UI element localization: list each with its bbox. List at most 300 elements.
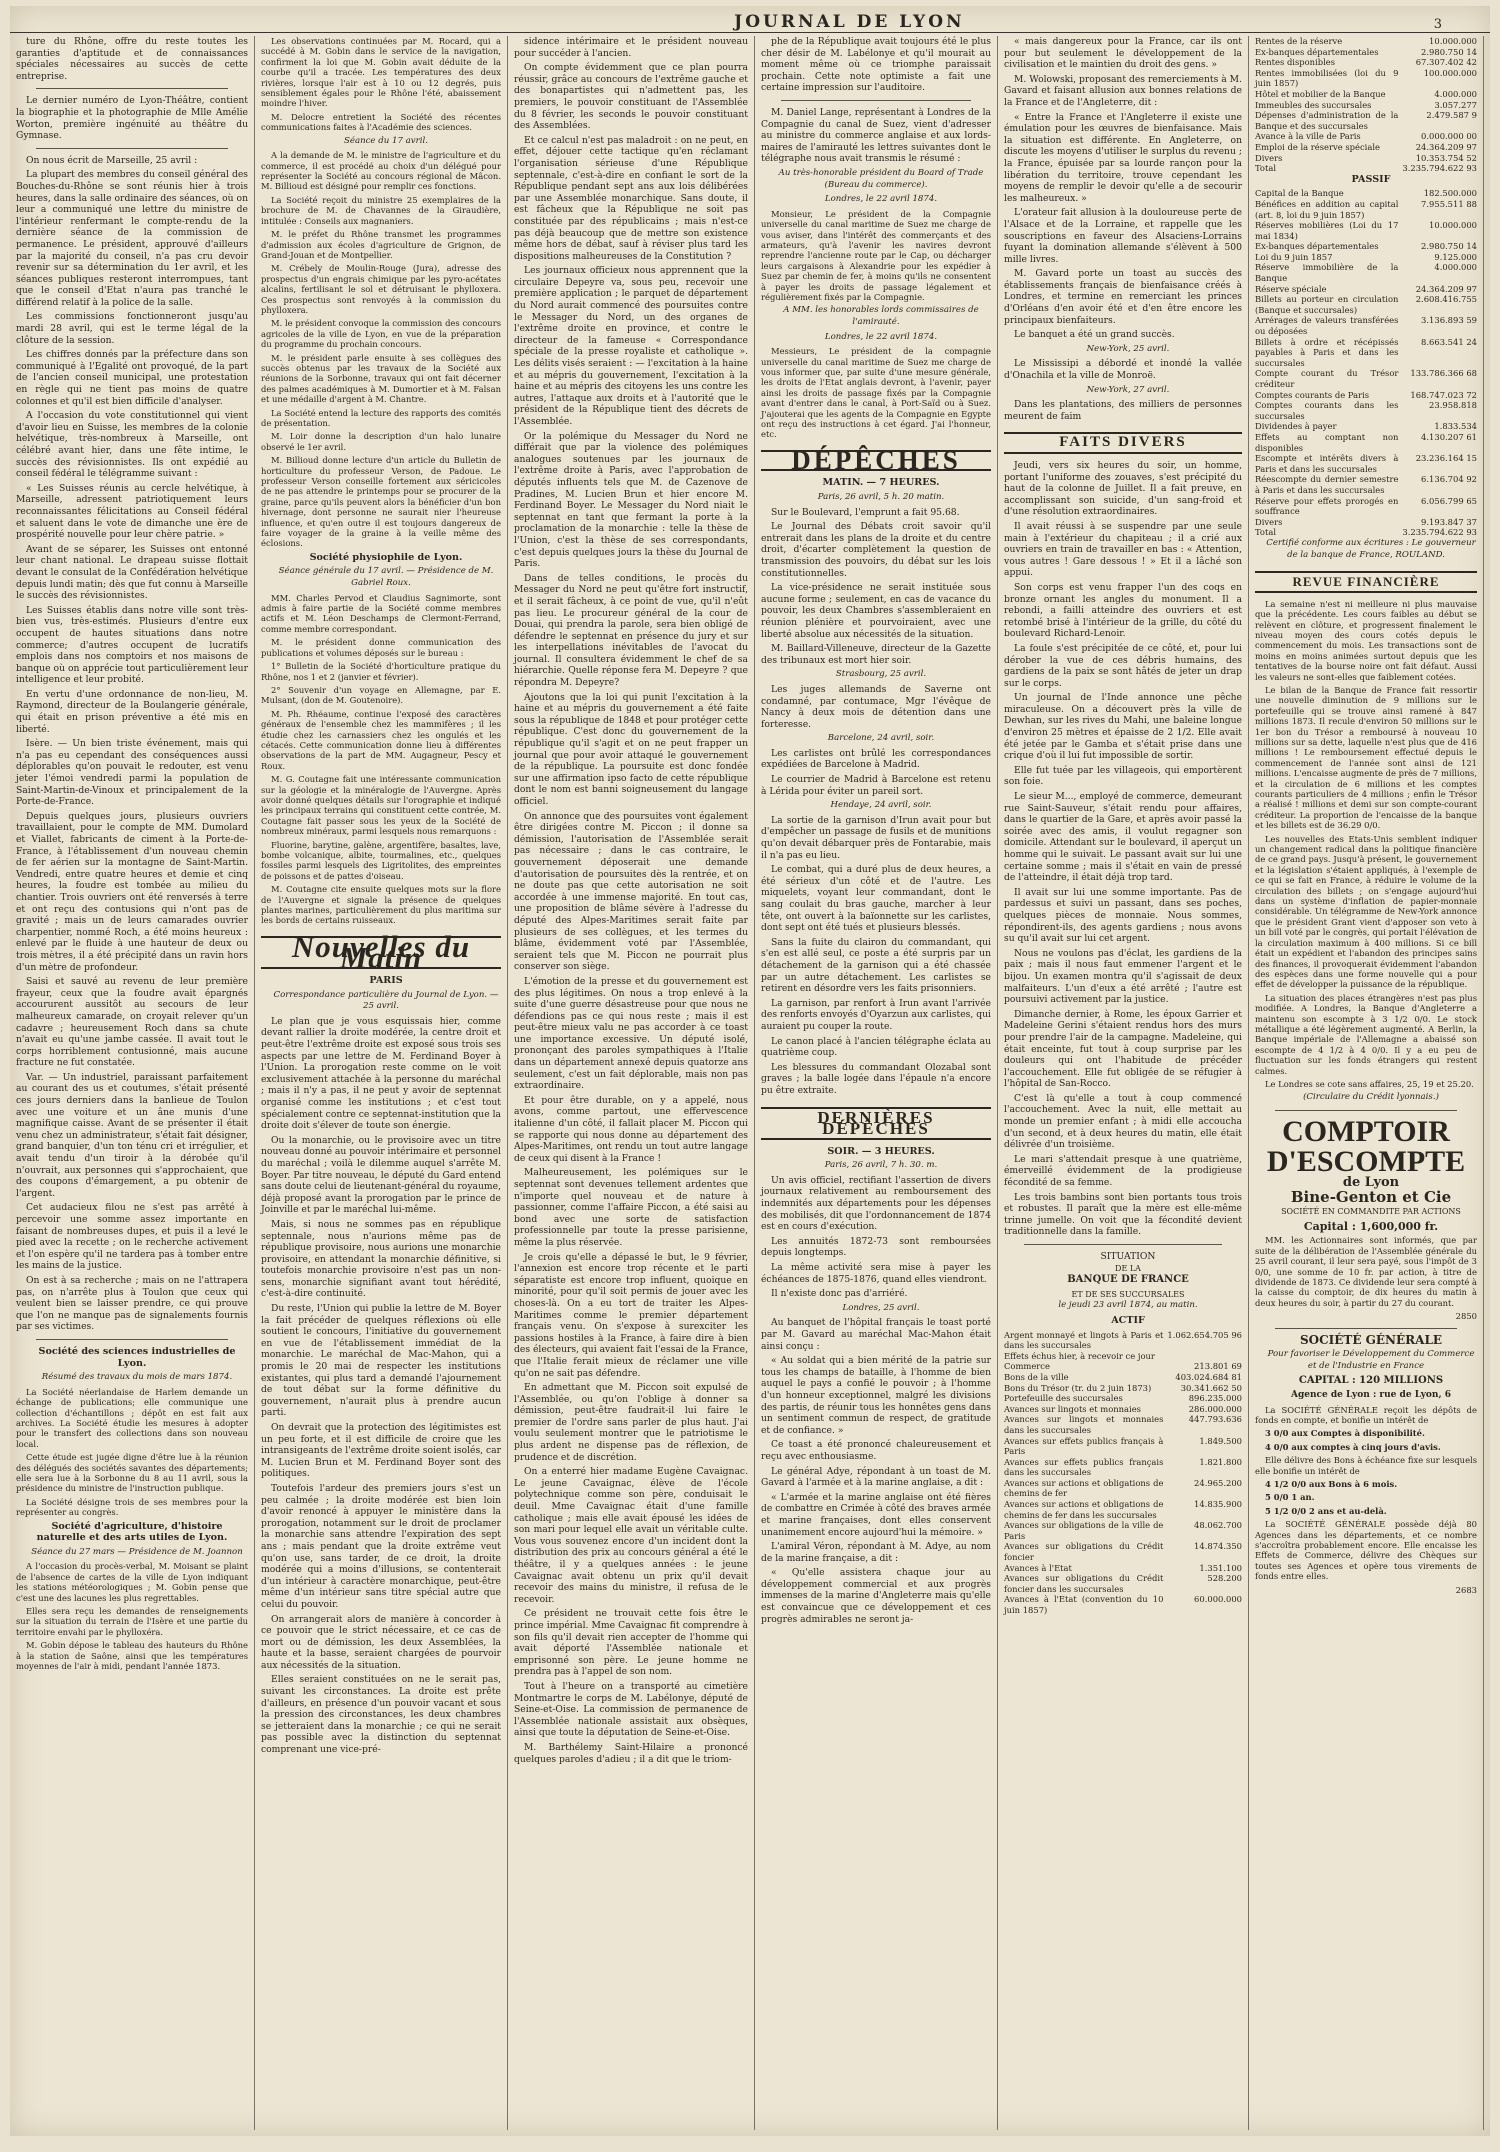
paragraph: Cette étude est jugée digne d'être lue à la réunion des délégués des sociétés savantes des départements; elle sera lue à la Sorbonne du 8 au 11 avril, sous la présidence du ministre de l'instruction publique. — [16, 1452, 248, 1494]
table-row — [1255, 262, 1477, 283]
table-row — [1255, 337, 1477, 369]
paragraph: A l'occasion du procès-verbal, M. Moisant se plaint de l'absence de cartes de la ville de Lyon indiquant les stations météorologiques ; M. Gobin pense que c'est une des lacunes les plus regrettables. — [16, 1561, 248, 1603]
table-row — [1004, 1414, 1242, 1435]
paragraph: En vertu d'une ordonnance de non-lieu, M. Raymond, directeur de la Boulangerie générale, qui était en prison préventive a été mis en liberté. — [16, 688, 248, 735]
paragraph: Ce toast a été prononcé chaleureusement et reçu avec enthousiasme. — [761, 1439, 991, 1462]
row-value: 3.136.893 59 — [1421, 315, 1477, 326]
paragraph: « mais dangereux pour la France, car ils ont pour but seulement le développement de la civilisation et le maintien du droit des gens. » — [1004, 36, 1242, 71]
paragraph: Saisi et sauvé au revenu de leur première frayeur, ceux que la foudre avait épargnés accoururent aussitôt au secours de leur malheureux camarade, on croyait relever qu'un cadavre ; heureusement Roch dans sa chute n'avait eu qu'une jambe cassée. Il avait tout le corps horriblement contusionné, mais aucune fracture ne fut constatée. — [16, 976, 248, 1069]
paragraph: On arrangerait alors de manière à concorder à ce pouvoir que le strict nécessaire, et ce cas de mort ou de démission, les deux Assemblées, la haute et la basse, seraient chargées de pourvoir aux nécessités de la situation. — [261, 1613, 501, 1671]
table-row — [1255, 474, 1477, 495]
generale-ad-body: La SOCIÉTÉ GÉNÉRALE possède déjà 80 Agences dans les départements, et ce nombre s'accroîtra probablement encore. Elle encaisse les Effets de Commerce, délivre des Chèques sur toutes ses Agences et opère tous virements de fonds entre elles. — [1255, 1519, 1477, 1582]
row-value — [1163, 1351, 1242, 1362]
paragraph: Le mari s'attendait presque à une quatrième, émerveillé évidemment de la prodigieuse fécondité de sa femme. — [1004, 1153, 1242, 1189]
row-label: Comptes courants dans les succursales — [1255, 400, 1399, 421]
paragraph: Tout à l'heure on a transporté au cimetière Montmartre le corps de M. Labélonye, député de Seine-et-Oise. La commission de permanence de l'Assemblée nationale assistait aux obsèques, ainsi que toute la députation de Seine-et-Oise. — [514, 1680, 748, 1739]
generale-ad-rate: 4 1/2 0/0 aux Bons à 6 mois. — [1265, 1479, 1398, 1489]
paragraph: Cet audacieux filou ne s'est pas arrêté à percevoir une somme assez importante en faisant de nombreuses dupes, et puis il a levé le pied avec la recette ; on le recherche activement et l'on espère qu'il ne tardera pas à tomber entre les mains de la justice. — [16, 1202, 248, 1272]
paragraph: « Au soldat qui a bien mérité de la patrie sur tous les champs de bataille, à l'homme de bien auquel le pays a confié le pouvoir ; à l'homme d'un honneur exceptionnel, malgré les divisions des partis, de réunir tous les honnêtes gens dans un sentiment commun de respect, de gratitude et de confiance. » — [761, 1355, 991, 1436]
paragraph: L'amiral Véron, répondant à M. Adye, au nom de la marine française, a dit : — [761, 1541, 991, 1564]
row-value: 2.980.750 14 — [1421, 46, 1477, 57]
row-value: 60.000.000 — [1194, 1594, 1242, 1605]
row-label: Dividendes à payer — [1255, 421, 1337, 432]
comptoir-ad-subtitle: de Lyon — [1342, 1174, 1400, 1190]
paragraph: 1° Bulletin de la Société d'horticulture pratique du Rhône, nos 1 et 2 (janvier et février). — [261, 661, 501, 682]
row-label: Avances sur lingots et monnaies dans les succursales — [1004, 1414, 1164, 1435]
row-value: 1.833.534 — [1434, 421, 1477, 432]
paragraph: On annonce que des poursuites vont également être dirigées contre M. Piccon ; il donne sa démission, l'autorisation de l'Assemblée serait pas nécessaire ; dans le cas contraire, le gouvernement déposerait une demande d'autorisation de poursuites dès la rentrée, et on ne doute pas que cette autorisation ne soit accordée à une immense majorité. En tout cas, une proposition de blâme sévère à l'adresse du député des Alpes-Maritimes serait faite par plusieurs de ses collègues, et les termes du blâme, évidemment voté par l'Assemblée, seraient tels que M. Piccon ne pourrait plus conserver son siège. — [514, 810, 748, 973]
table-row — [1255, 199, 1477, 220]
revue-financiere-heading: REVUE FINANCIÈRE — [1255, 571, 1477, 593]
paragraph: On est à sa recherche ; mais on ne l'attrapera pas, on n'arrête plus à Toulon que ceux qui veulent bien se laisser prendre, ce qui prouve que l'on ne manque pas de signalements fournis par ses victimes. — [16, 1274, 248, 1333]
paragraph: M. Baillard-Villeneuve, directeur de la Gazette des tribunaux est mort hier soir. — [761, 643, 991, 666]
row-label: Divers — [1255, 152, 1283, 163]
table-row — [1255, 47, 1477, 58]
paragraph: Or la polémique du Messager du Nord ne différait que par la violence des polémiques analogues soutenues par les journaux de l'extrême droite à Paris, avec l'approbation de députés influents tels que M. de Cazenove de Pradines, M. Lucien Brun et hier encore M. Ferdinand Boyer. Le Messager du Nord niait le septennat en tant que fermant la porte à la proclamation de la monarchie : telle la thèse de l'Union, c'est la thèse de ses correspondants, c'est depuis quelques jours la thèse du Journal de Paris. — [514, 430, 748, 570]
row-label: Bons du Trésor (tr. du 2 juin 1873) — [1004, 1382, 1152, 1393]
row-label: Réescompte du dernier semestre à Paris et dans les succursales — [1255, 474, 1399, 495]
paragraph: Le Journal des Débats croit savoir qu'il entrerait dans les plans de la droite et du centre droit, d'écarter complètement la question de transmission des pouvoirs, du débat sur les lois constitutionnelles. — [761, 521, 991, 579]
row-label: Compte courant du Trésor créditeur — [1255, 368, 1399, 389]
row-label: Réserves mobilières (Loi du 17 mai 1834) — [1255, 220, 1399, 241]
table-row — [1255, 517, 1477, 528]
section-subheading: Résumé des travaux du mois de mars 1874. — [41, 1372, 233, 1383]
table-row — [1255, 390, 1477, 401]
table-row — [1004, 1393, 1242, 1404]
paragraph: M. Delocre entretient la Société des récentes communications faites à l'Académie des sciences. — [261, 111, 501, 133]
generale-ad-ref: 2683 — [1455, 1584, 1477, 1595]
row-value: 14.874.350 — [1194, 1541, 1242, 1552]
paragraph: Son corps est venu frapper l'un des coqs en bronze ornant les angles du monument. Il a rebondi, a failli atteindre des ouvriers et est retombé brisé à l'intérieur de la grille, du côté du boulevard Richard-Lenoir. — [1004, 581, 1242, 640]
row-value: 896.235.000 — [1188, 1393, 1242, 1404]
row-label: Ex-banques départementales — [1255, 46, 1379, 57]
row-label: Immeubles des succursales — [1255, 99, 1372, 110]
paragraph: phe de la République avait toujours été le plus cher désir de M. Labélonye et qu'il mourait au moment même où ce triomphe paraissait prochain. Cette note optimiste a fait une certaine impression sur l'auditoire. — [761, 36, 991, 94]
row-label: Total — [1255, 163, 1277, 174]
paragraph: Nous ne voulons pas d'éclat, les gardiens de la paix ; mais il nous faut emmener l'argent et le bijou. Un examen montra qu'il s'agissait de deux malfaiteurs. L'un d'eux a été arrêté ; l'autre est poursuivi activement par la justice. — [1004, 947, 1242, 1006]
divider — [1024, 1244, 1222, 1245]
dateline: Londres, 25 avril. — [842, 1302, 920, 1313]
divider — [36, 148, 228, 149]
paragraph: Les observations continuées par M. Rocard, qui a succédé à M. Gobin dans le service de la navigation, confirment la loi que M. Gobin avait déduite de la courbe qu'il a tracée. Les températures des deux rivières, lorsque l'air est à 10 ou 12 degrés, puis sensiblement égales pour le Rhône l'été, abaissement moindre l'hiver. — [261, 36, 501, 109]
row-label: Emploi de la réserve spéciale — [1255, 141, 1380, 152]
paragraph: L'émotion de la presse et du gouvernement est des plus légitimes. On nous a trop enlevé à la suite d'une guerre désastreuse pour que nous ne défendions pas ce qui nous reste ; mais il est peut-être mieux valu ne pas accorder à ce toast une importance excessive. Un député isolé, prononçant des paroles sympathiques à l'Italie dans un département annexé depuis quatorze ans seulement, c'est un fait déplorable, mais non pas extraordinaire. — [514, 975, 748, 1092]
row-value: 6.136.704 92 — [1421, 474, 1477, 485]
table-row — [1255, 453, 1477, 474]
comptoir-ad-firm: Bine-Genton et Cie — [1290, 1187, 1452, 1206]
paragraph: Fluorine, barytine, galène, argentifère, basaltes, lave, bombe volcanique, albite, tourmalines, etc., quelques fossiles parmi lesquels des Ligritolites, des empreintes de poissons et de pattes d'oiseau. — [261, 839, 501, 881]
paragraph: M. G. Coutagne fait une intéressante communication sur la géologie et la minéralogie de l'Auvergne. Après avoir donné quelques détails sur l'orographie et indiqué les principaux terrains qui constituent cette contrée, M. Coutagne fait passer sous les yeux de la Société de nombreux minéraux, parmi lesquels nous remarquons : — [261, 774, 501, 837]
paragraph: Le général Adye, répondant à un toast de M. Gavard à l'armée et à la marine anglaise, a dit : — [761, 1465, 991, 1489]
paragraph: Avant de se séparer, les Suisses ont entonné leur chant national. Le drapeau suisse flottait devant le consulat de la Confédération helvétique depuis lundi matin; dès que fut connu à Marseille le succès des révisionnistes. — [16, 543, 248, 602]
paragraph: En admettant que M. Piccon soit expulsé de l'Assemblée, ou qu'on l'oblige à donner sa démission, peut-être faudrait-il lui faire le premier de l'ordre sans parler de plus haut. J'ai voulu seulement montrer que le patriotisme le plus ardent ne dispense pas de réflexion, de prudence et de discrétion. — [514, 1382, 748, 1463]
divider — [36, 88, 228, 89]
bank-passif-label: PASSIF — [1351, 173, 1391, 185]
row-label: Avances à l'Etat (convention du 10 juin 1857) — [1004, 1594, 1164, 1615]
table-row — [1004, 1372, 1242, 1383]
paragraph: Le banquet a été un grand succès. — [1014, 329, 1175, 341]
masthead — [10, 10, 1490, 33]
paragraph: ture du Rhône, offre du reste toutes les garanties d'aptitude et de connaissances spéciales nécessaires au succès de cette entreprise. — [16, 36, 248, 82]
row-label: Rentes disponibles — [1255, 57, 1336, 68]
row-value: 2.479.587 9 — [1426, 110, 1477, 121]
generale-ad-intro: La SOCIÉTÉ GÉNÉRALE reçoit les dépôts de fonds en compte, et bonifie un intérêt de — [1255, 1404, 1477, 1425]
row-value: 1.351.100 — [1199, 1562, 1242, 1573]
row-label: Bons de la ville — [1004, 1371, 1069, 1382]
row-value: 133.786.366 68 — [1410, 368, 1477, 379]
paragraph: Dans les plantations, des milliers de personnes meurent de faim — [1004, 399, 1242, 422]
row-value: 4.000.000 — [1434, 88, 1477, 99]
paragraph: Le dernier numéro de Lyon-Théâtre, contient la biographie et la photographie de Mlle Amélie Worton, première ingénuité au théâtre du Gymnase. — [16, 95, 248, 142]
section-subheading: Correspondance particulière du Journal de Lyon. — 25 avril. — [273, 989, 499, 1012]
dateline: New-York, 25 avril. — [1086, 343, 1170, 354]
paragraph: Les juges allemands de Saverne ont condamné, par contumace, Mgr l'évêque de Nancy à deux mois de détention dans une forteresse. — [761, 683, 991, 730]
paragraph: Le bilan de la Banque de France fait ressortir une nouvelle diminution de 9 millions sur le portefeuille qui se trouve ainsi ramené à 847 millions 1873. Il recule d'environ 50 millions sur le 1er bon du Trésor a remboursé à nouveau 10 millions sur sa dette, laquelle n'est plus que de 416 millions ! Le remboursement effectué depuis le commencement de l'année sont ainsi de 121 millions. L'encaisse augmente de près de 7 millions, et la circulation de 6 millions et les comptes courants particuliers de 4 millions ; enfin le Trésor a réalisé ! millions et demi sur son compte-courant créditeur. La proportion de l'encaisse de la banque et les billets est de 36.29 0/0. — [1255, 684, 1477, 831]
table-row — [1004, 1436, 1242, 1457]
generale-ad-title: SOCIÉTÉ GÉNÉRALE — [1299, 1332, 1443, 1347]
paragraph: « Entre la France et l'Angleterre il existe une émulation pour les œuvres de bienfaisance. Mais la situation est différente. En Angleterre, on discute les moyens d'utiliser le surplus du revenu ; la France, épuisée par sa lourde rançon pour la libération du territoire, trouve cependant les moyens de remplir le devoir qu'elle a de secourir les malheureux. » — [1004, 111, 1242, 204]
row-value: 1.062.654.705 96 — [1167, 1329, 1242, 1340]
row-value: 100.000.000 — [1423, 67, 1477, 78]
paragraph: MM. Charles Pervod et Claudius Sagnimorte, sont admis à faire partie de la Société comme membres actifs et M. Léon Deschamps de Clermont-Ferrand, comme membre correspondant. — [261, 592, 501, 634]
dateline: Hendaye, 24 avril, soir. — [830, 800, 932, 811]
row-label: Effets échus hier, à recevoir ce jour — [1004, 1350, 1155, 1361]
row-label: Total — [1255, 527, 1277, 538]
paragraph: On devrait que la protection des légitimistes est un peu forte, et il est difficile de croire que les intransigeants de l'extrême droite soient isolés, car M. Lucien Brun et M. Ferdinand Boyer sont des politiques. — [261, 1422, 502, 1480]
divider — [1275, 1328, 1457, 1329]
table-row — [1255, 89, 1477, 100]
table-row — [1004, 1573, 1242, 1594]
paragraph: La Société désigne trois de ses membres pour la représenter au congrès. — [16, 1496, 248, 1518]
dernieres-depeches-heading: DERNIÈRES DÉPÊCHES — [761, 1107, 991, 1140]
paragraph: La situation des places étrangères n'est pas plus modifiée. A Londres, la Banque d'Angleterre a maintenu son escompte à 3 1/2 0/0. Le stock métallique a été légèrement augmenté. A Berlin, la Banque impériale de l'Allemagne a abaissé son escompte de 4 1/2 à 4 0/0. Il y a eu peu de fluctuation sur les fonds étrangers qui restent calmes. — [1255, 992, 1477, 1076]
row-label: Réserve pour effets prorogés en souffrance — [1255, 495, 1399, 517]
paragraph: Les annuités 1872-73 sont remboursées depuis longtemps. — [761, 1235, 991, 1259]
row-label: Avances à l'Etat — [1004, 1562, 1072, 1573]
generale-ad-rate: 5 1/2 0/0 2 ans et au-delà. — [1265, 1505, 1387, 1516]
paragraph: Isère. — Un bien triste événement, mais qui n'a pas eu cependant des conséquences aussi déplorables qu'on pouvait le redouter, est venu jeter l'émoi vendredi parmi la population de Saint-Martin-de-Vinoux et principalement de la Porte-de-France. — [16, 738, 248, 808]
table-row — [1004, 1457, 1242, 1478]
row-label: Ex-banques départementales — [1255, 241, 1379, 252]
table-row — [1255, 163, 1477, 174]
row-label: Réserve spéciale — [1255, 283, 1327, 294]
row-label: Billets à ordre et récépissés payables à Paris et dans les succursales — [1255, 336, 1399, 368]
row-label: Avances sur actions et obligations de chemins de fer dans les succursales — [1004, 1499, 1164, 1520]
table-row — [1255, 527, 1477, 538]
section-heading: Société des sciences industrielles de Lyon. — [38, 1345, 236, 1369]
bank-certification: Certifié conforme aux écritures : Le gouverneur de la banque de France, ROULAND. — [1266, 537, 1476, 560]
bank-title-de-la: DE LA — [1115, 1263, 1141, 1273]
paragraph: Elles sera reçu les demandes de renseignements sur la situation du terrain de l'Isère et une partie du territoire envahi par le phylloxéra. — [16, 1606, 248, 1637]
paragraph: « L'armée et la marine anglaise ont été fières de combattre en Crimée à côté des braves armée et marine françaises, dont elles conservent unanimement encore aujourd'hui la mémoire. » — [761, 1491, 991, 1538]
row-label: Portefeuille des succursales — [1004, 1393, 1123, 1404]
paragraph: sidence intérimaire et le président nouveau pour succéder à l'ancien. — [514, 36, 748, 59]
row-label: Réserve immobilière de la Banque — [1255, 262, 1399, 284]
comptoir-ad-society: SOCIÉTÉ EN COMMANDITE PAR ACTIONS — [1281, 1207, 1461, 1217]
row-label: Argent monnayé et lingots à Paris et dans les succursales — [1004, 1329, 1164, 1351]
paragraph: Ce président ne trouvait cette fois être le prince impérial. Mme Cavaignac fit comprendre à son fils qu'il devait rien accepter de l'homme qui avait déporté l'Assemblée nationale et emprisonné son père. Le jeune homme ne prendra pas à l'appel de son nom. — [514, 1608, 748, 1678]
row-value: 3.057.277 — [1434, 99, 1477, 110]
paragraph: Le combat, qui a duré plus de deux heures, a été sérieux d'un côté et de l'autre. Les miquelets, voyant leur commandant, dont le sang coulait du bras gauche, marcher à leur tête, ont ouvert à la baïonnette sur les carlistes, dont sept ont été tués et plusieurs blessés. — [761, 864, 991, 934]
paragraph: Elle fut tuée par les villageois, qui emportèrent son foie. — [1004, 764, 1242, 788]
paragraph: M. Crébely de Moulin-Rouge (Jura), adresse des prospectus d'un engrais chimique par les pyro-acétates alcalins, fertilisant le sol et détruisant le phylloxera. Ces prospectus sont renvoyés à la commission du phylloxera. — [261, 263, 501, 315]
paragraph: Et pour être durable, on y a appelé, nous avons, comme partout, une effervescence italienne d'un côté, il fallait placer M. Piccon qui se rapporte qui nous donne au département des Alpes-Maritimes, ont rendu un tout autre langage de ceux qui disent à la France ! — [514, 1094, 748, 1164]
paragraph: Dimanche dernier, à Rome, les époux Garrier et Madeleine Gerini s'étaient rendus hors des murs pour prendre l'air de la campagne. Madeleine, qui était enceinte, fut tout à coup surprise par les douleurs qui ont l'habitude de précéder l'accouchement. Elle fut obligée de se réfugier à l'hôpital de San-Rocco. — [1004, 1008, 1242, 1090]
column-7-margin — [1484, 36, 1500, 2130]
table-row — [1255, 188, 1477, 199]
generale-ad-rate: 5 0/0 1 an. — [1265, 1492, 1315, 1503]
table-row — [1255, 241, 1477, 252]
row-label: Arrérages de valeurs transférées ou déposées — [1255, 315, 1399, 337]
table-row — [1255, 421, 1477, 432]
row-value: 8.663.541 24 — [1421, 336, 1477, 347]
paragraph: L'orateur fait allusion à la douloureuse perte de l'Alsace et de la Lorraine, et rappelle que les souscriptions en faveur des Alsaciens-Lorrains fuyant la domination allemande s'élèvent à 500 mille livres. — [1004, 207, 1242, 265]
bank-title: BANQUE DE FRANCE — [1067, 1274, 1189, 1286]
paragraph: Jeudi, vers six heures du soir, un homme, portant l'uniforme des zouaves, s'est précipité du haut de la colonne de Juillet. Il a fait preuve, en accomplissant son suicide, d'un sang-froid et d'une résolution extraordinaires. — [1004, 460, 1242, 518]
dateline: Paris, 26 avril, 7 h. 30. m. — [824, 1160, 938, 1171]
paragraph: Le Londres se cote sans affaires, 25, 19 et 25.20. — [1265, 1078, 1474, 1089]
row-value: 528.200 — [1207, 1573, 1242, 1584]
comptoir-ad-ref: 2850 — [1455, 1311, 1477, 1322]
paragraph: Les chiffres donnés par la préfecture dans son communiqué à l'Egalité ont provoqué, de la part de l'ancien conseil municipal, une protestation en règle qui ne tient pas moins de quatre colonnes et qu'il est bien difficile d'analyser. — [16, 349, 248, 407]
table-row — [1255, 220, 1477, 241]
paragraph: M. Gobin dépose le tableau des hauteurs du Rhône à la station de Saône, ainsi que les températures moyennes de l'air à midi, pendant l'année 1873. — [16, 1640, 248, 1672]
paragraph: M. Gavard porte un toast au succès des établissements français de bienfaisance créés à Londres, et termine en remerciant les princes d'Orléans d'en avoir été et d'en être encore les principaux bienfaiteurs. — [1004, 268, 1242, 326]
row-value: 1.821.800 — [1199, 1456, 1242, 1467]
table-row — [1255, 284, 1477, 295]
row-label: Rentes de la réserve — [1255, 36, 1343, 46]
bank-actif-continued-table — [1255, 36, 1477, 174]
newspaper-title: JOURNAL DE LYON — [734, 12, 965, 32]
paragraph: On compte évidemment que ce plan pourra réussir, grâce au concours de l'extrême gauche et des bonapartistes qui n'admettent pas, les premiers, le pouvoir constituant de l'Assemblée du 8 février, les seconds le pouvoir constituant des Assemblées. — [514, 62, 748, 132]
paragraph: Mais, si nous ne sommes pas en république septennale, nous n'aurions même pas de république provisoire, nous aurions une monarchie provisoire, en attendant la monarchie définitive, si toutefois monarchie provisoire n'est pas un non-sens, monarchie signifiant avant tout hérédité, c'est-à-dire continuité. — [261, 1218, 501, 1300]
table-row — [1255, 496, 1477, 517]
table-row — [1255, 294, 1477, 315]
table-row — [1004, 1404, 1242, 1415]
table-row — [1255, 368, 1477, 389]
newspaper-page — [10, 6, 1490, 2136]
row-label: Avances sur effets publics français dans les succursales — [1004, 1456, 1164, 1478]
letter-place: Londres, le 22 avril 1874. — [824, 194, 938, 205]
row-value: 23.958.818 — [1429, 400, 1477, 411]
bank-subtitle: ET DE SES SUCCURSALES — [1071, 1289, 1185, 1299]
bank-passif-table — [1255, 188, 1477, 538]
paragraph: Toutefois l'ardeur des premiers jours s'est un peu calmée ; la droite modérée est bien loin d'avoir renoncé à appuyer le ministère dans la prorogation, notamment sur le droit de proclamer la monarchie sans attendre l'expiration des sept ans ; mais pendant que la droite extrême veut qu'on use, sans tarder, de ce droit, la droite modérée qui a moins d'illusions, se contenterait d'un intérieur à caractère monarchique, peut-être même d'un intérieur sans titre spécial autre que celui du pouvoir. — [261, 1482, 501, 1610]
paragraph: « Les Suisses réunis au cercle helvétique, à Marseille, adressent patriotiquement leurs reconnaissantes félicitations au Conseil fédéral et saluent dans le vote de dimanche une ère de prospérité nouvelle pour leur chère patrie. » — [16, 482, 248, 541]
row-label: Bénéfices en addition au capital (art. 8, loi du 9 juin 1857) — [1255, 198, 1399, 220]
paragraph: Malheureusement, les polémiques sur le septennat sont devenues tellement ardentes que n'importe quel nouveau et de nature à passionner, comme l'affaire Piccon, a été saisi au bond avec une sorte de satisfaction professionnelle par toute la presse parisienne, même la plus réservée. — [514, 1167, 748, 1248]
section-heading: Société d'agriculture, d'histoire naturelle et des arts utiles de Lyon. — [36, 1520, 228, 1544]
paragraph: La garnison, par renfort à Irun avant l'arrivée des renforts envoyés d'Oyarzun aux carlistes, qui auraient pu couper la route. — [761, 997, 991, 1032]
depeches-heading: DÉPÊCHES — [761, 450, 991, 472]
column-2 — [255, 36, 508, 2130]
paragraph: La Société entend la lecture des rapports des comités de présentation. — [261, 407, 501, 428]
row-value: 24.965.200 — [1194, 1477, 1242, 1488]
paragraph: Les journaux officieux nous apprennent que la circulaire Depeyre va, sous peu, recevoir une première application ; le parquet de département du Nord aurait commencé des poursuites contre le Messager du Nord, un des organes de l'extrême droite en province, et contre le directeur de la fameuse « Correspondance spéciale de la presse royaliste et catholique ». Les délits visés seraient : — l'excitation à la haine et au mépris du gouvernement, l'excitation à la haine et au mépris des citoyens les uns contre les autres, l'attaque aux droits et à l'autorité que le président de la République tient des décrets de l'Assemblée. — [514, 265, 748, 427]
row-value: 1.849.500 — [1199, 1435, 1242, 1446]
table-row — [1004, 1520, 1242, 1541]
paragraph: M. Ph. Rhéaume, continue l'exposé des caractères généraux de l'ensemble chez les mammifères ; il les étudie chez les carnassiers chez les ongulés et les cétacés. Cette communication donne lieu à différentes observations de la part de MM. Augagneur, Pescy et Roux. — [261, 708, 501, 771]
row-value: 168.747.023 72 — [1410, 389, 1477, 400]
row-value: 4.000.000 — [1434, 262, 1477, 273]
paragraph: Les nouvelles des Etats-Unis semblent indiquer un changement radical dans la politique financière de ce grand pays. Jusqu'à présent, le gouvernement et la législation s'étaient appliqués, à l'exemple de ce qui se fait en France, à réduire le volume de la circulation des billets ; on s'engage aujourd'hui dans un système d'inflation de papier-monnaie considérable. Un télégramme de New-York annonce que le président Grant vient d'apposer son veto à un bill voté par le congrès, qui portait l'élévation de la circulation maximum à 400 millions. Si ce bill était un expédient et l'abandon des principes sains des finances, il provoquerait évidemment l'abandon des espèces dans une forme nouvelle qui a pour effet de développer la puissance de la république. — [1255, 833, 1477, 990]
paragraph: M. le président parle ensuite à ses collègues des succès obtenus par les travaux de la Société aux réunions de la Sorbonne, travaux qui ont fait décerner des palmes académiques à M. Dumortier et à M. Falsan et une médaille d'argent à M. Chantre. — [261, 352, 501, 405]
paragraph: M. le président convoque la commission des concours agricoles de la ville de Lyon, en vue de la préparation du programme du prochain concours. — [261, 318, 501, 350]
page-number: 3 — [1433, 17, 1442, 32]
generale-ad-rate: 3 0/0 aux Comptes à disponibilité. — [1265, 1428, 1425, 1439]
dateline: Barcelone, 24 avril, soir. — [827, 733, 935, 744]
paragraph: A la demande de M. le ministre de l'agriculture et du commerce, il est procédé au choix d'un délégué pour représenter la Société au concours régional de Mâcon. M. Billioud est désigné pour remplir ces fonctions. — [261, 150, 501, 192]
row-label: Avance à la ville de Paris — [1255, 131, 1361, 142]
row-label: Loi du 9 juin 1857 — [1255, 251, 1333, 262]
row-value: 213.801 69 — [1194, 1361, 1242, 1372]
row-value: 24.364.209 97 — [1415, 141, 1477, 152]
table-row — [1255, 68, 1477, 89]
row-value: 30.341.662 50 — [1180, 1382, 1242, 1393]
paragraph: Et ce calcul n'est pas maladroit : on ne peut, en effet, déjouer cette tactique qu'en réclamant l'organisation sérieuse d'une République septennale, c'est-à-dire en confiant le sort de la République pendant sept ans aux lois délibérées par une Assemblée monarchique. Sans doute, il est fâcheux que la République ne soit pas constituée par des républicains ; mais n'est-ce pas déjà beaucoup que de mettre son existence même hors de débat, sauf à réviser plus tard les dispositions malheureuses de la Constitution ? — [514, 134, 748, 262]
comptoir-ad-title: COMPTOIR D'ESCOMPTE — [1266, 1114, 1466, 1178]
table-row — [1004, 1361, 1242, 1372]
row-label: Avances sur effets publics français à Paris — [1004, 1435, 1164, 1457]
bank-actif-table — [1004, 1330, 1242, 1616]
letter-address: A MM. les honorables lords commissaires de l'amirauté. — [783, 305, 979, 327]
generale-ad-subtitle: Pour favoriser le Développement du Commerce et de l'Industrie en France — [1267, 1349, 1475, 1371]
paragraph: 2° Souvenir d'un voyage en Allemagne, par E. Mulsant, (don de M. Goutenoire). — [261, 684, 501, 706]
row-value: 10.353.754 52 — [1415, 152, 1477, 163]
section-heading: PARIS — [369, 975, 403, 987]
row-label: Avances sur lingots et monnaies — [1004, 1403, 1141, 1414]
section-subheading: Séance du 27 mars — Présidence de M. Joannon — [31, 1546, 243, 1557]
paragraph: Le sieur M..., employé de commerce, demeurant rue Saint-Sauveur, s'était rendu pour affaires, dans le quartier de la Gare, et après avoir passé la soirée avec des amis, il voulut regagner son domicile. Attendant sur le boulevard, il aperçut un homme qui le suivait. Le passant avait sur lui une certaine somme ; mais il s'était en vain de pressé de l'atteindre, il était déjà trop tard. — [1004, 791, 1242, 884]
divider — [36, 1339, 228, 1340]
column-1 — [10, 36, 255, 2130]
row-label: Dépenses d'administration de la Banque et des succursales — [1255, 110, 1399, 131]
bank-actif-label: ACTIF — [1111, 1314, 1145, 1326]
row-label: Hôtel et mobilier de la Banque — [1255, 88, 1386, 99]
table-row — [1255, 36, 1477, 47]
bank-date: le jeudi 23 avril 1874, au matin. — [1058, 1300, 1198, 1311]
paragraph: C'est là qu'elle a tout à coup commencé l'accouchement. Avec la nuit, elle mettait au monde un premier enfant ; à midi elle accoucha d'un second, et à deux heures du matin, elle était délivrée d'un troisième. — [1004, 1092, 1242, 1151]
paragraph: La semaine n'est ni meilleure ni plus mauvaise que la précédente. Les cours faibles au début se relèvent en clôture, et progressent finalement le niveau moyen des cours cotés depuis le commencement du mois. Les transactions sont de moins en moins animées surtout depuis que les tentatives de la bourse noire ont fait défaut. Aussi les valeurs ne sont-elles que faiblement cotées. — [1255, 598, 1477, 682]
column-3 — [508, 36, 755, 2130]
row-label: Comptes courants de Paris — [1255, 389, 1370, 400]
row-label: Capital de la Banque — [1255, 188, 1344, 199]
paragraph: Depuis quelques jours, plusieurs ouvriers travaillaient, pour le compte de MM. Dumolard et Viallet, fabricants de ciment à la Porte-de-France, à l'établissement d'un nouveau chemin de fer aérien sur la montagne de Saint-Martin. Vendredi, entre quatre heures et demie et cinq heures, la foudre est tombée au milieu du chantier. Trois ouvriers ont été renversés à terre et ont reçu des contusions qui n'ont pas de gravité ; mais un de leurs camarades ouvrier charpentier, nommé Roch, a été moins heureux : enlevé par le fluide à une hauteur de deux ou trois mètres, il a été précipité dans un ravin hors d'un mètre de profondeur. — [16, 810, 248, 973]
divider — [1275, 1110, 1457, 1111]
paragraph: « Qu'elle assistera chaque jour au développement commercial et aux progrès immenses de la marine d'Angleterre mais qu'elle est convaincue que ce développement et ces progrès admirables ne seront ja- — [761, 1567, 991, 1625]
paragraph: Dans de telles conditions, le procès du Messager du Nord ne peut qu'être fort instructif, et il serait fâcheux, à ce point de vue, qu'il n'eût pas lieu. Le procureur général de la cour de Douai, qui prendra la parole, sera bien obligé de défendre le septennat en présence du jury et sur les interpellations inévitables de l'avocat du journal. Il consultera évidemment le chef de sa hiérarchie. Quelle réponse fera M. Depeyre ? que répondra M. Depeyre? — [514, 572, 748, 689]
table-row — [1004, 1541, 1242, 1562]
table-row — [1255, 153, 1477, 164]
generale-ad-rate: 4 0/0 aux comptes à cinq jours d'avis. — [1265, 1441, 1441, 1452]
paragraph: M. Daniel Lange, représentant à Londres de la Compagnie du canal de Suez, vient d'adresser au ministre du commerce anglaise et aux lords-maires de l'amirauté les lettres suivantes dont le télégraphe nous avait transmis le résumé : — [761, 106, 991, 165]
paragraph: Il avait sur lui une somme importante. Pas de pardessus et suivi un passant, dans ses poches, quelques pièces de monnaie. Nous sommes, répondirent-ils, des agents gardiens ; nous avons su qu'il avait sur lui cet argent. — [1004, 886, 1242, 945]
table-row — [1004, 1330, 1242, 1351]
paragraph: Le plan que je vous esquissais hier, comme devant rallier la droite modérée, la centre droit et peut-être l'extrême droite est exposé sous trois ses aspects par une lettre de M. Ferdinand Boyer à l'Union. La prorogation reste comme on le voit exclusivement attachée à la personne du maréchal ; mais il n'y a pas, il ne peut y avoir de septennat organisé comme les institutions ; et c'est tout spécialement contre ce septennat-institution que la droite doit s'élever de toute son énergie. — [261, 1015, 501, 1132]
dateline: New-York, 27 avril. — [1086, 384, 1170, 395]
paragraph: La plupart des membres du conseil général des Bouches-du-Rhône se sont réunis hier à trois heures, dans la salle ordinaire des séances, où on leur a communiqué une lettre du ministre de l'intérieur renfermant le compte-rendu de la dernière séance de la commission de permanence. Le président, approuvé d'ailleurs par la majorité du conseil, n'a pas cru devoir revenir sur sa détermination du 1er avril, et les séances publiques resteront interrompues, tant que le conseil d'Etat n'aura pas tranché le différend relatif à la police de la salle. — [16, 169, 248, 308]
paragraph: On nous écrit de Marseille, 25 avril : — [26, 154, 198, 166]
bank-title-situation: SITUATION — [1100, 1251, 1156, 1262]
section-heading: SOIR. — 3 HEURES. — [827, 1145, 935, 1157]
row-label: Divers — [1255, 516, 1283, 527]
paragraph: M. Barthélemy Saint-Hilaire a prononcé quelques paroles d'adieu ; il a dit que le triom- — [514, 1741, 748, 1765]
paragraph: Les trois bambins sont bien portants tous trois et robustes. Il paraît que la mère est elle-même trinne jumelle. On voit que la fécondité devient traditionnelle dans la famille. — [1004, 1191, 1242, 1238]
row-label: Commerce — [1004, 1361, 1050, 1372]
table-row — [1004, 1478, 1242, 1499]
row-value: 24.364.209 97 — [1415, 283, 1477, 294]
paragraph: M. Loir donne la description d'un halo lunaire observé le 1er avril. — [261, 431, 501, 452]
paragraph: M. le président donne communication des publications et volumes déposés sur le bureau : — [261, 637, 501, 658]
table-row — [1255, 100, 1477, 111]
paragraph: Sur le Boulevard, l'emprunt a fait 95.68. — [771, 506, 960, 518]
paragraph: La foule s'est précipitée de ce côté, et, pour lui dérober la vue de ces débris humains, des gardiens de la paix se sont hâtés de jeter un drap sur le corps. — [1004, 642, 1242, 689]
paragraph: Il avait réussi à se suspendre par une seule main à l'extérieur du chapiteau ; il a crié aux ouvriers en train de travailler en bas : « Attention, vous autres ! Gare dessous ! » Et il a lâché son appui. — [1004, 520, 1242, 579]
paragraph: Monsieur, Le président de la Compagnie universelle du canal maritime de Suez me charge de vous aviser, dans l'intérêt des commerçants et des armateurs, qu'à l'avenir les navires devront reprendre l'ancienne route par le Cap, ou décharger leurs cargaisons à Alexandrie pour les expédier à Suez par chemin de fer, à moins qu'ils ne consentent à payer les droits de passage légalement et régulièrement fixés par la Compagnie. — [761, 208, 991, 302]
row-label: Effets au comptant non disponibles — [1255, 431, 1399, 453]
row-value: 3.235.794.622 93 — [1402, 527, 1477, 538]
row-label: Avances sur obligations du Crédit foncier dans les succursales — [1004, 1573, 1164, 1594]
row-value: 2.980.750 14 — [1421, 241, 1477, 252]
table-row — [1255, 400, 1477, 421]
row-value: 403.024.684 81 — [1175, 1371, 1242, 1382]
row-value: 23.236.164 15 — [1415, 453, 1477, 464]
table-row — [1255, 131, 1477, 142]
paragraph: Le courrier de Madrid à Barcelone est retenu à Lérida pour éviter un pareil sort. — [761, 774, 991, 797]
section-subheading: Séance du 17 avril. — [343, 135, 428, 146]
paragraph: Var. — Un industriel, paraissant parfaitement au courant des us et coutumes, s'était présenté ces jours derniers dans la banlieue de Toulon avec une voiture et un âne munis d'une magnifique caisse. Avant de se présenter il était venu chez un administrateur, s'était fait désigner, grand banquier, d'un ton ténu cri et irrégulier, et avait tendu d'un tiroir à la dérobée qu'il n'ouvrait, aux personnes qui s'approchaient, que des coupons d'émargement, a pu obtenir de l'argent. — [16, 1071, 248, 1199]
paragraph: Ou la monarchie, ou le provisoire avec un titre nouveau donné au pouvoir intérimaire et personnel du maréchal ; voilà le dilemme auquel s'arrête M. Boyer. Par titre nouveau, le député du Gard entend sans doute celui de lieutenant-général du royaume, déjà proposé avant la prorogation par le prince de Joinville et par le maréchal lui-même. — [261, 1134, 501, 1216]
row-value: 10.000.000 — [1429, 220, 1477, 231]
row-label: Billets au porteur en circulation (Banque et succursales) — [1255, 294, 1399, 315]
row-label: Rentes immobilisées (loi du 9 juin 1857) — [1255, 67, 1399, 89]
row-value: 48.062.700 — [1194, 1520, 1242, 1531]
paragraph: La Société néerlandaise de Harlem demande un échange de publications; elle communique une collection d'échantillons ; dépôt en est fait aux archives. La Société étudie les mesures à adopter pour le transfert des collections dans son nouveau local. — [16, 1386, 248, 1449]
table-row — [1004, 1351, 1242, 1362]
table-row — [1004, 1383, 1242, 1394]
row-label: Escompte et intérêts divers à Paris et dans les succursales — [1255, 453, 1399, 474]
paragraph: Un journal de l'Inde annonce une pêche miraculeuse. On a découvert près la ville de Dewhan, sur les rives du Mahi, une baleine longue d'environ 25 mètres et épaisse de 2 1/2. Elle avait été jetée par le Gamba et s'était prise dans une crique d'où il lui fut impossible de sortir. — [1004, 692, 1242, 762]
paragraph: M. Billioud donne lecture d'un article du Bulletin de horticulture du professeur Verson, de Padoue. Le professeur Verson conseille fortement aux séricicoles de ne pas attendre le printemps pour se procurer de la graine, parce qu'ils peuvent alors la bénéficier d'un bon hivernage, dont personne ne saurait nier l'heureuse influence, et qu'en outre il est toujours dangereux de faire voyager de la graine à la veille même des éclosions. — [261, 455, 501, 549]
row-value: 447.793.636 — [1188, 1414, 1242, 1425]
paragraph: Il n'existe donc pas d'arriéré. — [771, 1288, 908, 1300]
row-value: 0.000.000 00 — [1421, 131, 1477, 142]
paragraph: On a enterré hier madame Eugène Cavaignac. Le jeune Cavaignac, élève de l'école polytechnique comme son père, conduisait le deuil. Mme Cavaignac était d'une famille catholique ; mais elle avait épousé les idées de son mari pour lequel elle avait un véritable culte. Vous vous souvenez encore d'un incident dont la distribution des prix au concours général a été le théâtre, il y a quelques années : le jeune Cavaignac avait obtenu un prix qu'il devait recevoir des mains du ministre, il refusa de le recevoir. — [514, 1466, 748, 1605]
section-heading: Société physiophile de Lyon. — [309, 551, 463, 563]
paragraph: A l'occasion du vote constitutionnel qui vient d'avoir lieu en Suisse, les membres de la colonie helvétique, très-nombreux à Marseille, ont célébré avant hier, dans une fête intime, le succès des révisionnistes. Ils ont expédié au conseil fédéral le télégramme suivant : — [16, 410, 248, 480]
row-label: Avances sur actions et obligations de chemins de fer — [1004, 1477, 1164, 1499]
paragraph: Ajoutons que la loi qui punit l'excitation à la haine et au mépris du gouvernement a été faite sous la république de 1848 et pour protéger cette république. C'est donc du gouvernement de la république qu'il s'agit et on ne peut frapper un journal que pour avoir attaqué le gouvernement de la république. La poursuite est donc fondée sur une affirmation ipso facto de cette république dont le nom est banni soigneusement du langage officiel. — [514, 691, 748, 807]
paragraph: M. Wolowski, proposant des remerciements à M. Gavard et faisant allusion aux bonnes relations de la France et de l'Angleterre, dit : — [1004, 73, 1242, 108]
credit-lyonnais-credit: (Circulaire du Crédit lyonnais.) — [1303, 1092, 1439, 1103]
paragraph: Les Suisses établis dans notre ville sont très-bien vus, très-estimés. Plusieurs d'entre eux occupent de hautes situations dans notre commerce; d'autres occupent de lucratifs emplois dans nos comptoirs et nos maisons de banque où on apprécie tout particulièrement leur intelligence et leur probité. — [16, 604, 248, 686]
table-row — [1004, 1563, 1242, 1574]
row-value: 2.608.416.755 — [1415, 294, 1477, 305]
paragraph: Du reste, l'Union qui publie la lettre de M. Boyer la fait précéder de quelques réflexions où elle soutient le concours, l'initiative du gouvernement en vue de l'établissement immédiat de la monarchie. Le maréchal de Mac-Mahon, qui a promis le 20 mai de respecter les institutions existantes, qui plus tard a demandé l'ajournement de tout débat sur la forme définitive du gouvernement, n'aurait plus à prendre aucun parti. — [261, 1303, 501, 1419]
row-value: 7.955.511 88 — [1421, 198, 1477, 209]
paragraph: Je crois qu'elle a dépassé le but, le 9 février, l'annexion est encore trop récente et le parti séparatiste est encore trop influent, quoique en minorité, pour qu'il soit permis de jouer avec les choses-là. On a eu tort de traiter les Alpes-Maritimes comme le premier département français venu. On s'expose à surexciter les passions hostiles à la France, à faire dire à bien des électeurs, qui avaient fait l'essai de la France, que l'Italie ferait mieux de réclamer une ville qu'on ne sait pas défendre. — [514, 1251, 748, 1379]
row-value: 9.125.000 — [1434, 251, 1477, 262]
comptoir-ad-capital: Capital : 1,600,000 fr. — [1303, 1219, 1439, 1233]
nouvelles-heading: Nouvelles du Matin — [261, 936, 501, 969]
row-value: 67.307.402 42 — [1415, 57, 1477, 68]
row-value: 182.500.000 — [1423, 188, 1477, 199]
paragraph: Les blessures du commandant Olozabal sont graves ; la balle logée dans l'épaule n'a encore pu être extraite. — [761, 1061, 991, 1096]
table-row — [1255, 57, 1477, 68]
table-row — [1255, 252, 1477, 263]
table-row — [1255, 315, 1477, 336]
paragraph: Le Mississipi a débordé et inondé la vallée d'Onachila et la ville de Monroë. — [1004, 358, 1242, 382]
